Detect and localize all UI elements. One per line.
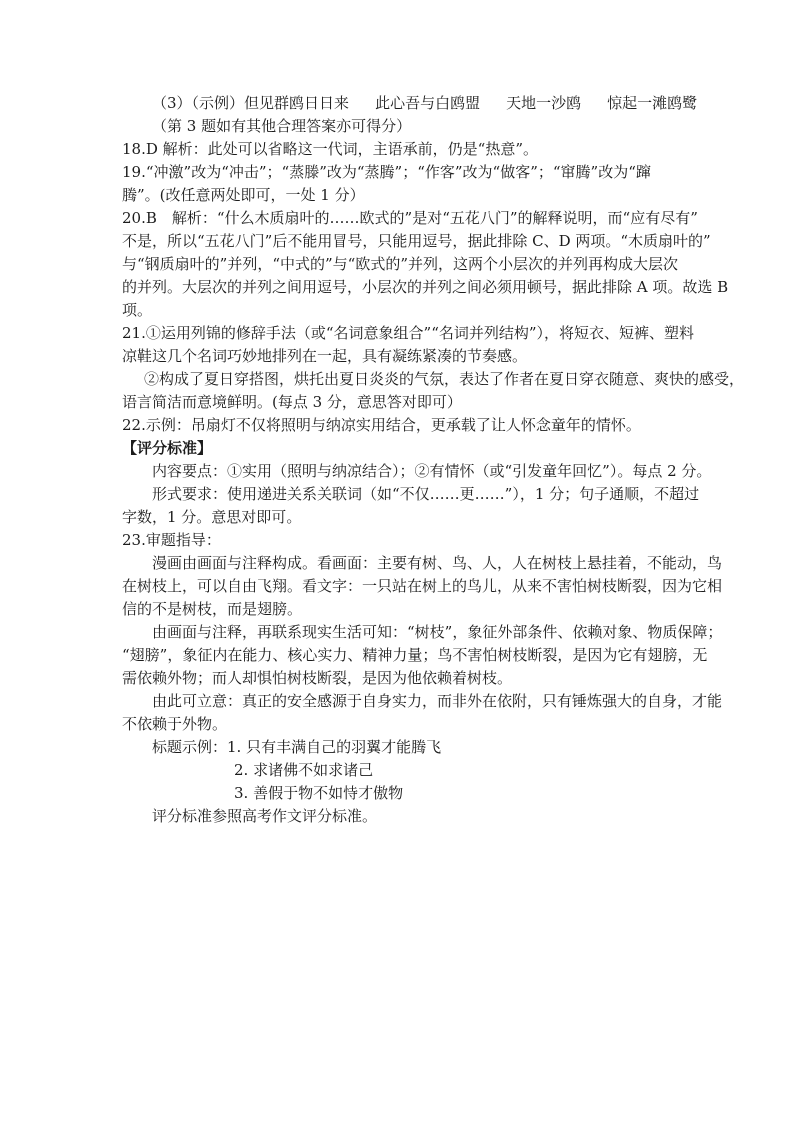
q20-line-3: 与“钢质扇叶的”并列，“中式的”与“欧式的”并列，这两个小层次的并列再构成大层次 [122,255,679,273]
q19-line-2: 腾”。(改任意两处即可，一处 1 分） [122,186,365,204]
q23-title-example-2: 2. 求诸佛不如求诸己 [234,761,374,779]
q21-line-3: ②构成了夏日穿搭图，烘托出夏日炎炎的气氛，表达了作者在夏日穿衣随意、爽快的感受， [144,370,745,388]
q23-title: 23.审题指导： [122,531,221,549]
q17-3-answer-1: 但见群鸥日日来 [244,94,350,112]
q23-title-examples-label: 标题示例： [152,738,228,756]
q23-para1-line-1: 漫画由画面与注释构成。看画面：主要有树、鸟、人，人在树枝上悬挂着，不能动，鸟 [152,554,723,572]
q18-answer: 18.D 解析：此处可以省略这一代词，主语承前，仍是“热意”。 [122,140,538,158]
q23-para3-line-2: 不依赖于外物。 [122,715,228,733]
q22-content-points: 内容要点：①实用（照明与纳凉结合）；②有情怀（或“引发童年回忆”）。每点 2 分。 [152,462,712,480]
q17-3-answer-line [122,92,698,115]
q23-para1-line-2: 在树枝上，可以自由飞翔。看文字：一只站在树上的鸟儿，从来不害怕树枝断裂，因为它相 [122,577,723,595]
q23-para1-line-3: 信的不是树枝，而是翅膀。 [122,600,303,618]
answer-key-content [122,92,745,828]
q23-scoring: 评分标准参照高考作文评分标准。 [152,807,378,825]
q17-3-label: （3）（示例） [152,94,245,112]
q22-example: 22.示例：吊扇灯不仅将照明与纳凉实用结合，更承载了让人怀念童年的情怀。 [122,416,641,434]
q23-title-example-1 [122,736,687,759]
q22-criteria-heading: 【评分标准】 [122,439,213,457]
q21-line-1: 21.①运用列锦的修辞手法（或“名词意象组合”“名词并列结构”），将短衣、短裤、塑料 [122,324,695,342]
q17-3-answer-3: 天地一沙鸥 [506,94,582,112]
q19-line-1: 19.“冲激”改为“冲击”；“蒸滕”改为“蒸腾”；“作客”改为“做客”；“窜腾”改为“蹿 [122,163,651,181]
q20-line-1: 20.B 解析：“什么木质扇叶的……欧式的”是对“五花八门”的解释说明，而“应有尽有” [122,209,698,227]
q21-line-4: 语言简洁而意境鲜明。(每点 3 分，意思答对即可） [122,393,462,411]
q17-3-note: （第 3 题如有其他合理答案亦可得分） [152,117,412,135]
q23-para2-line-1: 由画面与注释，再联系现实生活可知：“树枝”，象征外部条件、依赖对象、物质保障； [152,623,723,641]
q20-line-5: 项。 [122,301,153,319]
q23-para3-line-1: 由此可立意：真正的安全感源于自身实力，而非外在依附，只有锤炼强大的自身，才能 [152,692,723,710]
q22-form-req-line-2: 字数，1 分。意思对即可。 [122,508,302,526]
q23-para2-line-3: 需依赖外物；而人却惧怕树枝断裂，是因为他依赖着树枝。 [122,669,513,687]
q20-line-2: 不是，所以“五花八门”后不能用冒号，只能用逗号，据此排除 C、D 两项。“木质扇叶的” [122,232,711,250]
q23-title-example-1-text: 1. 只有丰满自己的羽翼才能腾飞 [227,738,442,756]
q23-title-example-3: 3. 善假于物不如恃才傲物 [234,784,404,802]
q23-para2-line-2: “翅膀”，象征内在能力、核心实力、精神力量；鸟不害怕树枝断裂，是因为它有翅膀，无 [122,646,708,664]
q20-line-4: 的并列。大层次的并列之间用逗号，小层次的并列之间必须用顿号，据此排除 A 项。故选 B [122,278,729,296]
q22-form-req-line-1: 形式要求：使用递进关系关联词（如“不仅……更……”），1 分；句子通顺，不超过 [152,485,700,503]
q17-3-answer-4: 惊起一滩鸥鹭 [607,94,698,112]
q21-line-2: 凉鞋这几个名词巧妙地排列在一起，具有凝练紧凑的节奏感。 [122,347,528,365]
q17-3-answer-2: 此心吾与白鸥盟 [375,94,481,112]
